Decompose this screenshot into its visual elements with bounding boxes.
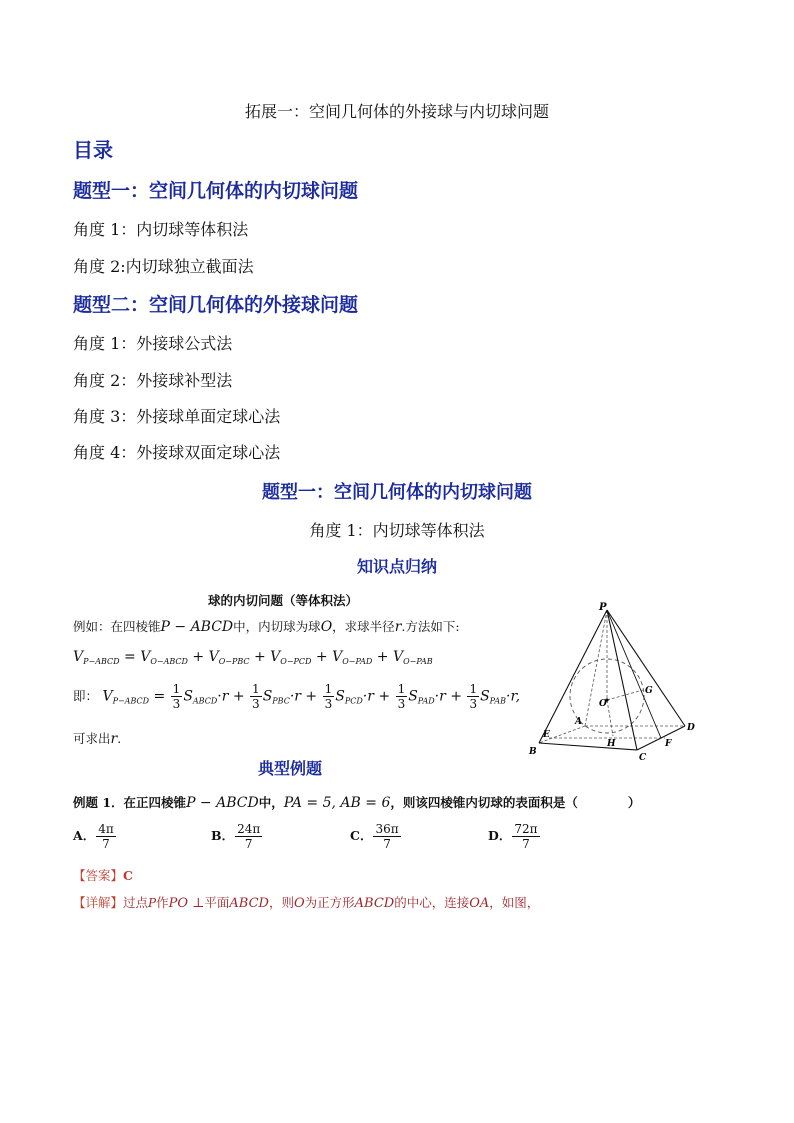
label-C: C — [639, 753, 647, 763]
page-title: 拓展一：空间几何体的外接球与内切球问题 — [244, 102, 549, 121]
edge-PB — [539, 610, 607, 743]
answer-line: 【答案】C — [73, 868, 133, 883]
label-P: P — [599, 602, 607, 613]
label-H: H — [607, 739, 616, 749]
option-b[interactable]: B． $\frac{24\pi}{7}$ — [211, 822, 261, 851]
conclusion-line: 可求出r. — [73, 731, 122, 747]
toc-type2-angle1[interactable]: 角度 1：外接球公式法 — [73, 334, 233, 353]
label-A: A — [575, 717, 582, 727]
edge-PD — [607, 610, 685, 726]
volume-formula: $V_{P-ABCD} = V_{O-ABCD} + V_{O-PBC} + V_{O-PCD} + V_{O-PAD} + V_{O-PAB}$ — [73, 649, 433, 666]
label-G: G — [645, 686, 653, 696]
toc-heading[interactable]: 目录 — [73, 138, 113, 162]
option-d[interactable]: D． $\frac{72\pi}{7}$ — [488, 822, 538, 851]
label-E: E — [543, 730, 550, 740]
area-formula: 即： $V_{P-ABCD}$ = $\frac{1}{3}$ $S_{ABCD}\cdot r$ + $\frac{1}{3}$ $S_{PBC}\cdot r$ + $\frac{1}{3}$ $S_{PCD}\cdot r$ + $\frac{1}{3}$ $S_{PAD}\cdot r$ + $\frac{1}{3}$ $S_{PAB}\cdot r$, — [73, 682, 521, 711]
option-c[interactable]: C． $\frac{36\pi}{7}$ — [350, 822, 399, 851]
toc-type2-angle4[interactable]: 角度 4：外接球双面定球心法 — [73, 443, 281, 462]
edge-BC — [539, 743, 637, 750]
problem-statement: 例题 1．在正四棱锥P − ABCD中，PA = 5, AB = 6，则该四棱锥内切球的表面积是（ ） — [73, 795, 641, 811]
example-line: 例如：在四棱锥P − ABCD中，内切球为球O，求球半径r.方法如下: — [73, 619, 460, 635]
option-a[interactable]: A． $\frac{4\pi}{7}$ — [73, 822, 114, 851]
toc-type1[interactable]: 题型一：空间几何体的内切球问题 — [73, 180, 359, 202]
toc-type2[interactable]: 题型二：空间几何体的外接球问题 — [73, 294, 359, 316]
label-F: F — [665, 739, 672, 749]
toc-type2-angle2[interactable]: 角度 2：外接球补型法 — [73, 371, 233, 390]
examples-heading: 典型例题 — [258, 759, 323, 778]
edge-PC — [607, 610, 637, 750]
toc-type2-angle3[interactable]: 角度 3：外接球单面定球心法 — [73, 407, 281, 426]
knowledge-heading: 知识点归纳 — [356, 557, 437, 576]
label-B: B — [529, 747, 537, 757]
segment-OH — [607, 700, 613, 736]
segment-PF — [607, 610, 661, 738]
detail-line: 【详解】过点P作PO ⊥平面ABCD，则O为正方形ABCD的中心，连接OA，如图， — [73, 895, 540, 911]
box-title: 球的内切问题（等体积法） — [208, 593, 359, 608]
toc-type1-angle2[interactable]: 角度 2:内切球独立截面法 — [73, 257, 254, 276]
section-angle-title: 角度 1：内切球等体积法 — [309, 521, 485, 540]
section-type-title: 题型一：空间几何体的内切球问题 — [262, 482, 532, 503]
pyramid-figure — [525, 600, 700, 765]
label-D: D — [687, 723, 695, 733]
toc-type1-angle1[interactable]: 角度 1：内切球等体积法 — [73, 220, 249, 239]
label-O: O — [599, 699, 607, 709]
